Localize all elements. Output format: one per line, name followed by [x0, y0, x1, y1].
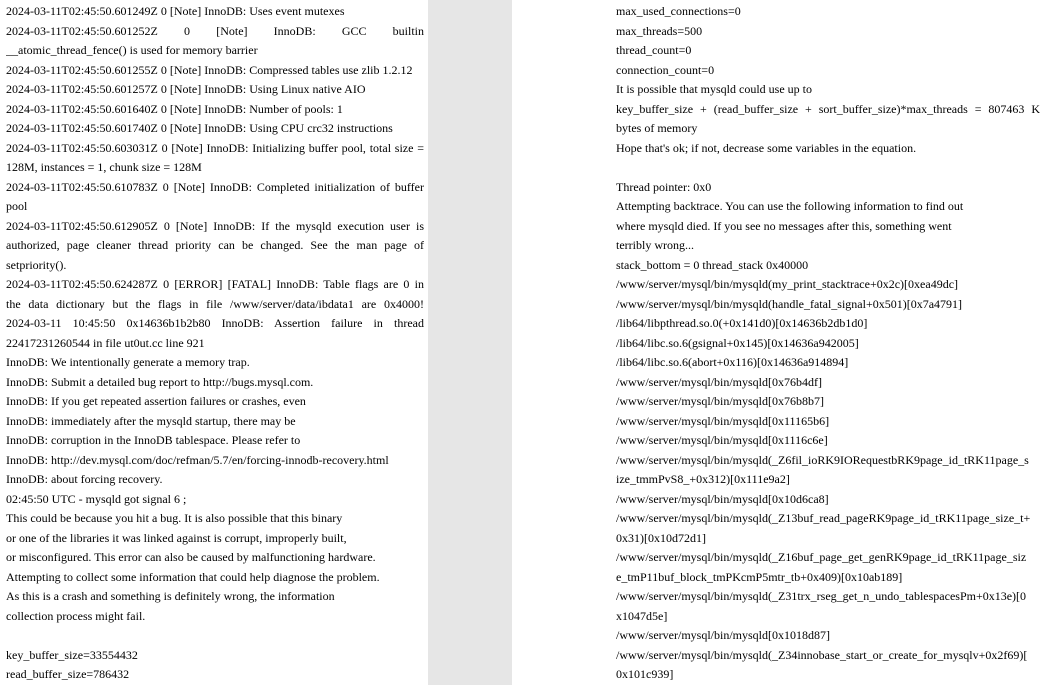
- text-line: /www/server/mysql/bin/mysqld[0x11165b6]: [616, 413, 830, 428]
- text-line: 2024-03-11T02:45:50.612905Z 0 [Note] InnoDB: If the mysqld execution user is: [6, 218, 424, 233]
- text-line: /www/server/mysql/bin/mysqld[0x1018d87]: [616, 628, 830, 642]
- text-line: /lib64/libc.so.6(abort+0x116)[0x14636a914894]: [616, 355, 849, 369]
- text-line: 2024-03-11T02:45:50.601257Z 0 [Note] InnoDB: Using Linux native AIO: [6, 82, 366, 96]
- text-line: Attempting to collect some information that could help diagnose the problem.: [6, 569, 380, 584]
- text-line: /lib64/libc.so.6(gsignal+0x145)[0x14636a942005]: [616, 335, 859, 350]
- text-line: 2024-03-11T02:45:50.603031Z 0 [Note] InnoDB: Initializing buffer pool, total size =: [6, 140, 424, 155]
- document-page-right: [512, 0, 1050, 685]
- text-line: x1047d5e]: [616, 608, 668, 623]
- text-line: ize_tmmPvS8_+0x312)[0x111e9a2]: [616, 472, 790, 486]
- text-line: 2024-03-11T02:45:50.601740Z 0 [Note] InnoDB: Using CPU crc32 instructions: [6, 121, 393, 135]
- text-line: /www/server/mysql/bin/mysqld(handle_fatal_signal+0x501)[0x7a4791]: [616, 296, 963, 311]
- text-line: /www/server/mysql/bin/mysqld[0x76b8b7]: [616, 394, 824, 408]
- text-line: InnoDB: We intentionally generate a memory trap.: [6, 355, 250, 369]
- text-line: connection_count=0: [616, 62, 715, 77]
- text-line: 22417231260544 in file ut0ut.cc line 921: [6, 335, 205, 350]
- text-line: /www/server/mysql/bin/mysqld[0x10d6ca8]: [616, 491, 829, 506]
- text-line: /www/server/mysql/bin/mysqld(_Z13buf_read_pageRK9page_id_tRK11page_size_t+: [616, 511, 1031, 525]
- text-line: max_used_connections=0: [616, 4, 741, 18]
- text-line: /www/server/mysql/bin/mysqld(_Z31trx_rseg_get_n_undo_tablespacesPm+0x13e)[0: [616, 589, 1027, 603]
- text-line: key_buffer_size + (read_buffer_size + sort_buffer_size)*max_threads = 807463 K: [616, 101, 1040, 116]
- text-line: [616, 158, 1040, 178]
- text-line: This could be because you hit a bug. It is also possible that this binary: [6, 511, 343, 525]
- text-line: InnoDB: Submit a detailed bug report to http://bugs.mysql.com.: [6, 374, 314, 389]
- text-line: Attempting backtrace. You can use the following information to find out: [616, 199, 964, 213]
- text-line: thread_count=0: [616, 43, 692, 57]
- text-line: InnoDB: immediately after the mysqld startup, there may be: [6, 413, 296, 428]
- text-line: /www/server/mysql/bin/mysqld(_Z34innobase_start_or_create_for_mysqlv+0x2f69)[: [616, 647, 1028, 662]
- text-line: Hope that's ok; if not, decrease some variables in the equation.: [616, 140, 917, 155]
- text-line: It is possible that mysqld could use up to: [616, 82, 812, 96]
- text-line: setpriority().: [6, 257, 67, 272]
- text-line: read_buffer_size=786432: [6, 667, 130, 681]
- text-line: collection process might fail.: [6, 608, 146, 623]
- text-line: authorized, page cleaner thread priority can be changed. See the man page of: [6, 238, 424, 252]
- text-line: 0x31)[0x10d72d1]: [616, 530, 706, 545]
- text-line: e_tmP11buf_block_tmPKcmP5mtr_tb+0x409)[0x10ab189]: [616, 569, 903, 584]
- text-line: bytes of memory: [616, 121, 698, 135]
- text-line: key_buffer_size=33554432: [6, 647, 138, 662]
- text-line: 128M, instances = 1, chunk size = 128M: [6, 160, 202, 174]
- text-line: 2024-03-11T02:45:50.601252Z 0 [Note] InnoDB: GCC builtin: [6, 23, 424, 38]
- text-line: /www/server/mysql/bin/mysqld[0x1116c6e]: [616, 433, 828, 447]
- text-line: As this is a crash and something is definitely wrong, the information: [6, 589, 335, 603]
- text-line: InnoDB: If you get repeated assertion failures or crashes, even: [6, 394, 306, 408]
- text-line: 0x101c939]: [616, 667, 674, 681]
- text-line: terribly wrong...: [616, 238, 694, 252]
- text-line: Thread pointer: 0x0: [616, 179, 712, 194]
- text-line: InnoDB: http://dev.mysql.com/doc/refman/5.7/en/forcing-innodb-recovery.html: [6, 452, 389, 467]
- text-line: /www/server/mysql/bin/mysqld[0x76b4df]: [616, 374, 822, 389]
- text-line: max_threads=500: [616, 23, 703, 38]
- text-line: 2024-03-11T02:45:50.601249Z 0 [Note] InnoDB: Uses event mutexes: [6, 4, 345, 18]
- document-page-left: [0, 0, 428, 685]
- text-line: 2024-03-11T02:45:50.624287Z 0 [ERROR] [FATAL] InnoDB: Table flags are 0 in: [6, 277, 424, 291]
- text-line: /lib64/libpthread.so.0(+0x141d0)[0x14636b2db1d0]: [616, 316, 868, 330]
- text-line: the data dictionary but the flags in file /www/server/data/ibdata1 are 0x4000!: [6, 296, 424, 311]
- text-line: or one of the libraries it was linked against is corrupt, improperly built,: [6, 530, 347, 545]
- text-line: stack_bottom = 0 thread_stack 0x40000: [616, 257, 809, 272]
- text-line: 2024-03-11T02:45:50.601640Z 0 [Note] InnoDB: Number of pools: 1: [6, 101, 343, 116]
- text-line: InnoDB: about forcing recovery.: [6, 472, 163, 486]
- text-line: 2024-03-11T02:45:50.601255Z 0 [Note] InnoDB: Compressed tables use zlib 1.2.12: [6, 62, 413, 77]
- text-line: 2024-03-11 10:45:50 0x14636b1b2b80 InnoDB: Assertion failure in thread: [6, 316, 424, 330]
- text-line: where mysqld died. If you see no messages after this, something went: [616, 218, 952, 233]
- text-line: or misconfigured. This error can also be caused by malfunctioning hardware.: [6, 550, 376, 564]
- text-line: __atomic_thread_fence() is used for memory barrier: [6, 43, 258, 57]
- text-line: InnoDB: corruption in the InnoDB tablespace. Please refer to: [6, 433, 301, 447]
- text-line: /www/server/mysql/bin/mysqld(my_print_stacktrace+0x2c)[0xea49dc]: [616, 277, 959, 291]
- text-line: pool: [6, 199, 28, 213]
- text-line: 02:45:50 UTC - mysqld got signal 6 ;: [6, 491, 187, 506]
- text-line: /www/server/mysql/bin/mysqld(_Z6fil_ioRK9IORequestbRK9page_id_tRK11page_s: [616, 452, 1029, 467]
- text-line: [6, 626, 424, 646]
- text-line: /www/server/mysql/bin/mysqld(_Z16buf_page_get_genRK9page_id_tRK11page_siz: [616, 550, 1027, 564]
- text-line: 2024-03-11T02:45:50.610783Z 0 [Note] InnoDB: Completed initialization of buffer: [6, 179, 424, 194]
